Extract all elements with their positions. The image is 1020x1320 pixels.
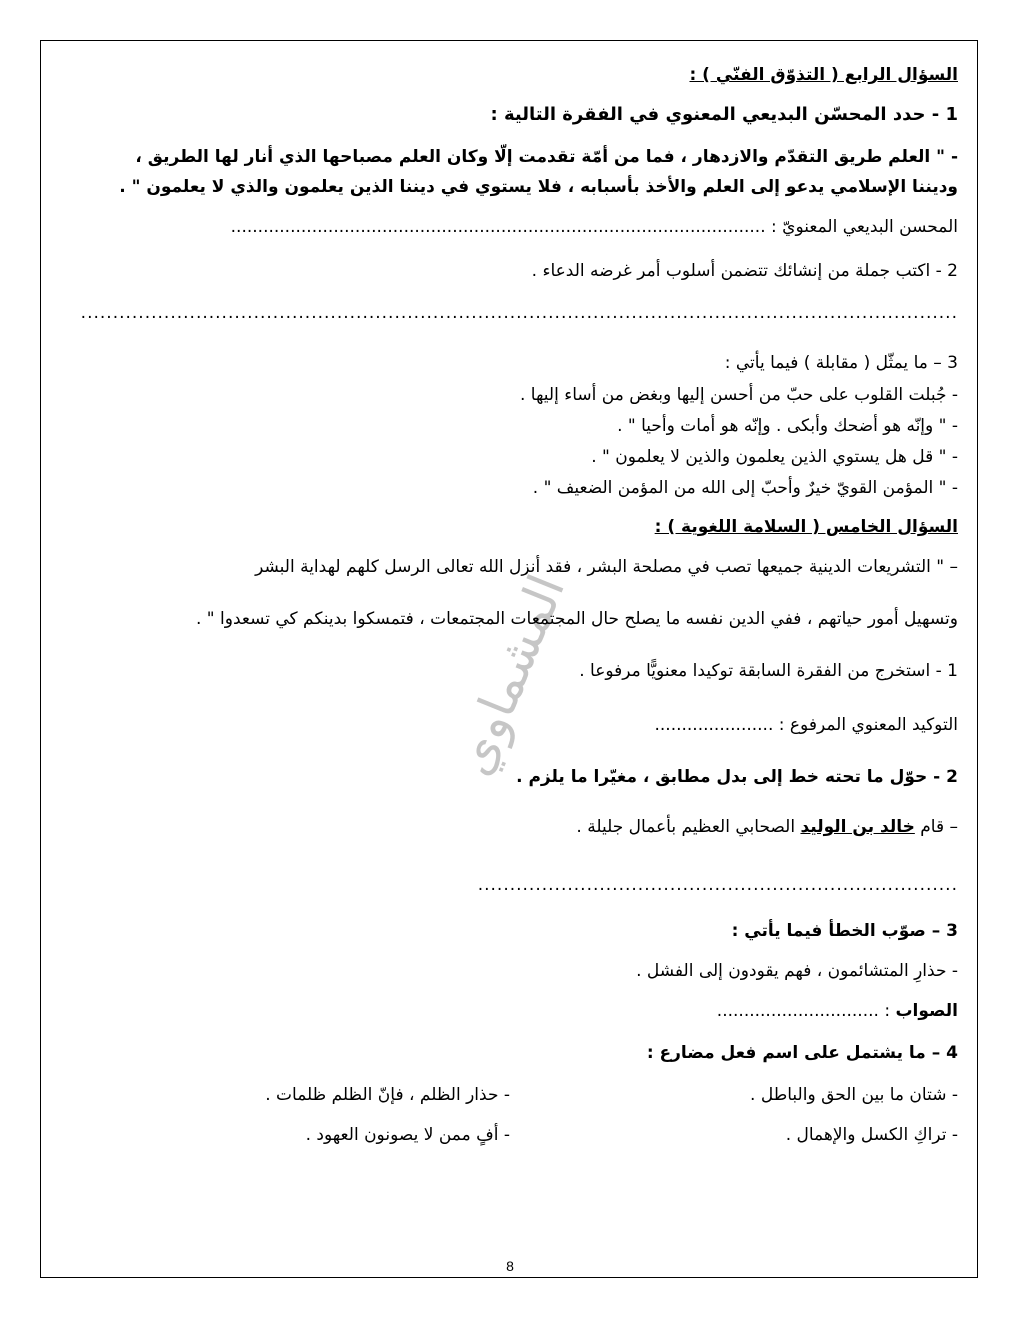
page-number: 8 — [506, 1258, 514, 1274]
q5-item4-option-4: - أفٍ ممن لا يصونون العهود . — [305, 1125, 510, 1145]
q4-option-3: - " قل هل يستوي الذين يعلمون والذين لا يعلمون " . — [591, 447, 958, 467]
q4-item3-heading: 3 – ما يمثّل ( مقابلة ) فيما يأتي : — [724, 353, 958, 373]
q5-item3-sentence: - حذارِ المتشائمون ، فهم يقودون إلى الفشل . — [636, 961, 958, 981]
q5-item4-option-2: - حذار الظلم ، فإنّ الظلم ظلمات . — [265, 1085, 510, 1105]
q4-passage-line1: - " العلم طريق التقدّم والازدهار ، فما من أمّة تقدمت إلّا وكان العلم مصباحها الذي أنار لها الطريق ، — [135, 147, 958, 167]
q4-option-2: - " وإنّه هو أضحك وأبكى . وإنّه هو أمات وأحيا " . — [617, 416, 958, 436]
q5-item3-answer-label: الصواب — [895, 1001, 958, 1021]
q5-item4-heading: 4 – ما يشتمل على اسم فعل مضارع : — [646, 1043, 958, 1063]
q4-answer1-dots[interactable]: ................................................................................................... — [230, 217, 766, 237]
q5-passage-line1: – " التشريعات الدينية جميعها تصب في مصلحة البشر ، فقد أنزل الله تعالى الرسل كلهم لهداية البشر — [255, 557, 958, 577]
q5-item1: 1 - استخرج من الفقرة السابقة توكيدا معنويًّا مرفوعا . — [579, 661, 958, 681]
q5-title: السؤال الخامس ( السلامة اللغوية ) : — [654, 517, 958, 537]
q5-item4-option-1: - شتان ما بين الحق والباطل . — [750, 1085, 958, 1105]
q4-answer1-label: المحسن البديعي المعنويّ : — [771, 217, 958, 237]
q5-item2-sentence — [62, 814, 958, 840]
q4-answer1 — [62, 214, 958, 240]
q4-passage-line2: وديننا الإسلامي يدعو إلى العلم والأخذ بأسبابه ، فلا يستوي في ديننا الذين يعلمون والذي لا يعلمون " . — [119, 177, 958, 197]
q4-item2: 2 - اكتب جملة من إنشائك تتضمن أسلوب أمر غرضه الدعاء . — [531, 261, 958, 281]
q5-item2-prefix: – قام — [920, 817, 958, 837]
q5-item2-underlined: خالد بن الوليد — [800, 817, 915, 837]
q5-item3-dots[interactable]: .............................. — [716, 1001, 879, 1021]
q5-item4-row2 — [62, 1122, 958, 1148]
q5-item1-dots[interactable]: ...................... — [654, 715, 774, 735]
q5-item4-row1 — [62, 1082, 958, 1108]
q5-item4-option-3: - تراكِ الكسل والإهمال . — [785, 1125, 958, 1145]
watermark: المشماوي — [443, 566, 577, 784]
q5-passage-line2: وتسهيل أمور حياتهم ، ففي الدين نفسه ما يصلح حال المجتمعات المجتمعات ، فتمسكوا بدينكم كي تسعدوا " . — [195, 609, 958, 629]
q5-item2-heading: 2 - حوّل ما تحته خط إلى بدل مطابق ، مغيّرا ما يلزم . — [516, 767, 958, 787]
q4-option-1: - جُبلت القلوب على حبّ من أحسن إليها وبغض من أساء إليها . — [519, 385, 958, 405]
q5-item3-heading: 3 – صوّب الخطأ فيما يأتي : — [731, 921, 958, 941]
q5-item2-dots[interactable]: ........................................................................... — [477, 875, 958, 895]
q4-item1-heading: 1 - حدد المحسّن البديعي المعنوي في الفقرة التالية : — [490, 104, 958, 125]
q5-item2-suffix: الصحابي العظيم بأعمال جليلة . — [576, 817, 796, 837]
q4-option-4: - " المؤمن القويّ خيرٌ وأحبّ إلى الله من المؤمن الضعيف " . — [532, 478, 958, 498]
q4-title: السؤال الرابع ( التذوّق الفنّي ) : — [689, 65, 958, 85]
q5-item1-answer-label: التوكيد المعنوي المرفوع : — [778, 715, 958, 735]
q5-item3-answer: الصواب : .............................. — [716, 1001, 958, 1021]
q4-item2-dots[interactable]: ......................................................................................................................................... — [80, 303, 958, 323]
